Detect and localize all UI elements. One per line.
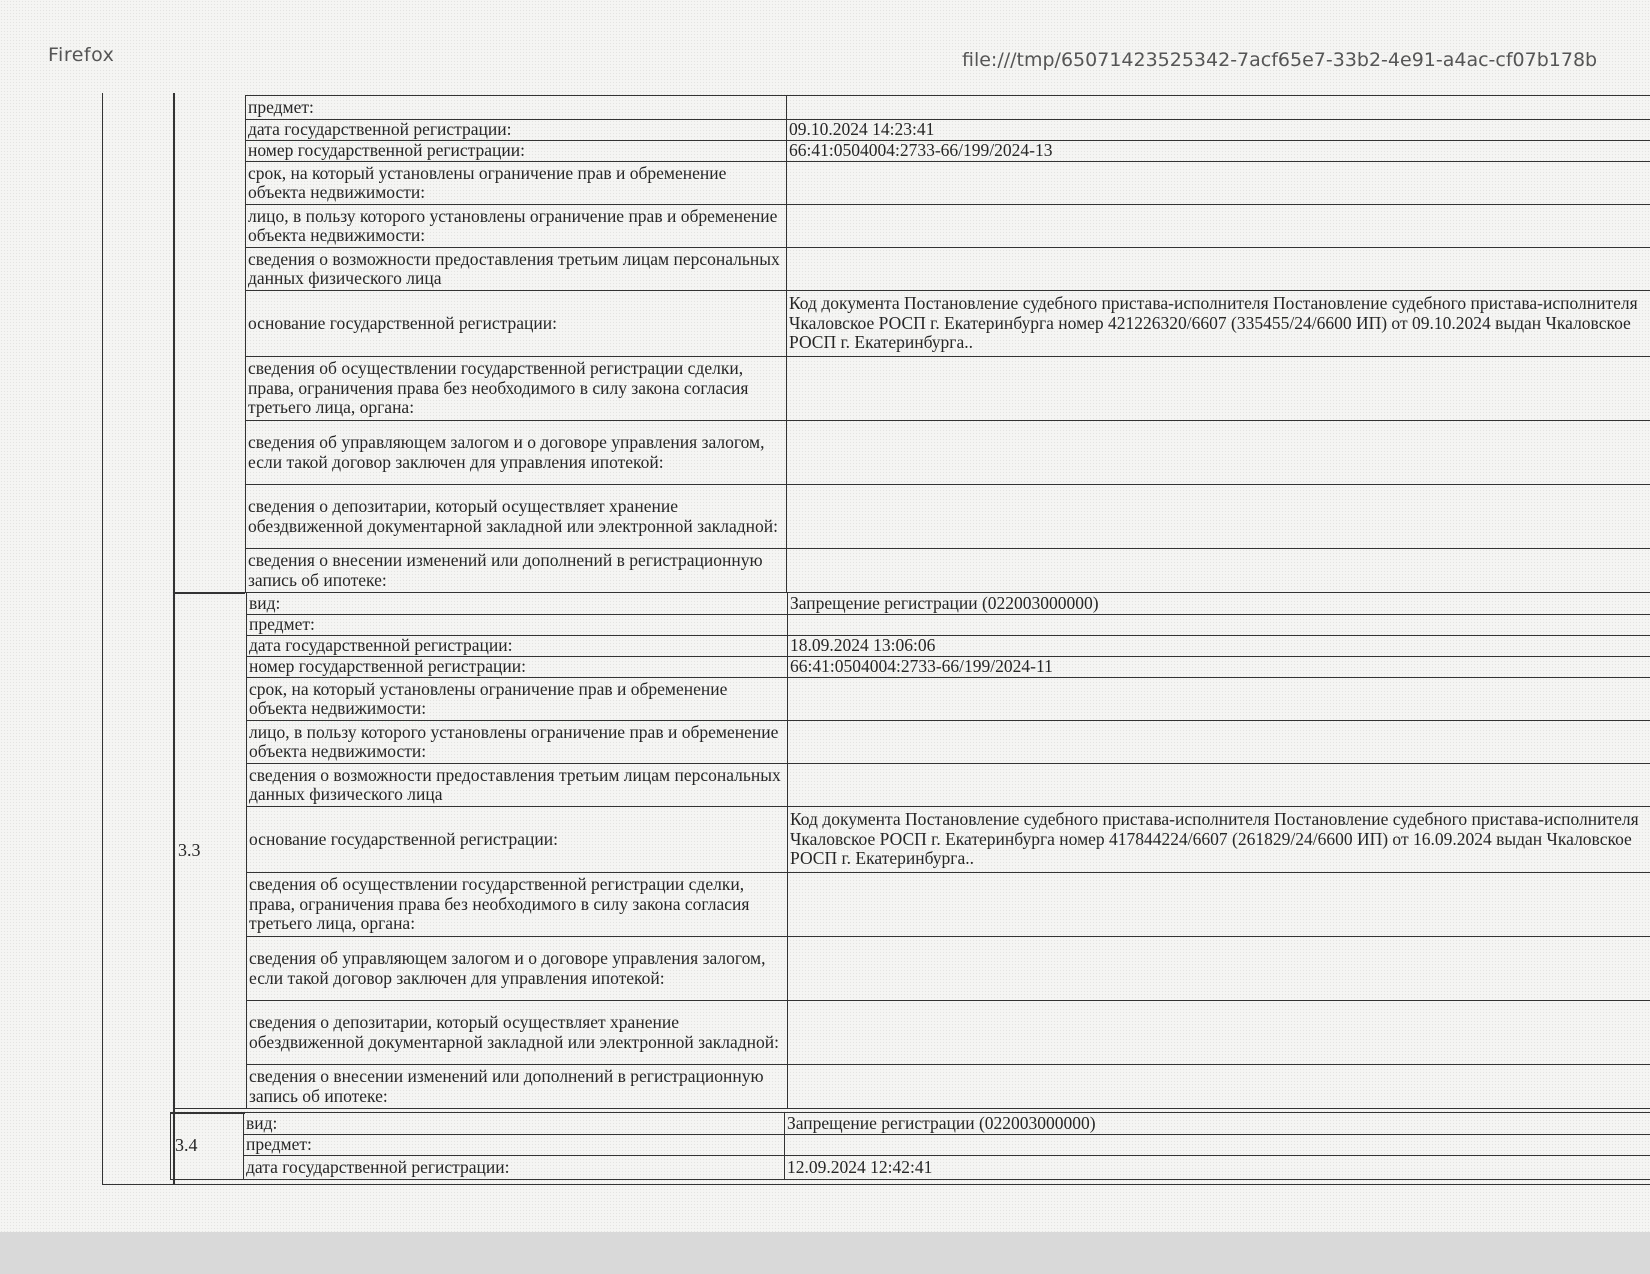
field-value [788, 721, 1650, 764]
section-number: 3.4 [171, 1113, 244, 1180]
field-label: основание государственной регистрации: [246, 291, 787, 357]
field-value [788, 615, 1650, 636]
field-label: предмет: [246, 96, 787, 120]
field-label: сведения о внесении изменений или дополнений в регистрационную запись об ипотеке: [247, 1065, 788, 1109]
field-label: сведения об управляющем залогом и о договоре управления залогом, если такой договор заключен для управления ипотекой: [247, 937, 788, 1001]
field-label: сведения о депозитарии, который осуществляет хранение обездвиженной документарной закладной или электронной закладной: [246, 485, 787, 549]
table-row [246, 205, 1650, 248]
table-row [174, 873, 1650, 937]
field-label: номер государственной регистрации: [247, 657, 788, 678]
field-value [788, 873, 1650, 937]
table-row [174, 721, 1650, 764]
page-url: file:///tmp/65071423525342-7acf65e7-33b2-4e91-a4ac-cf07b178b [962, 49, 1598, 71]
table-row [174, 615, 1650, 636]
table-row [171, 1113, 1650, 1135]
field-value [788, 764, 1650, 807]
field-value: 66:41:0504004:2733-66/199/2024-11 [788, 657, 1650, 678]
field-label: сведения о депозитарии, который осуществляет хранение обездвиженной документарной закладной или электронной закладной: [247, 1001, 788, 1065]
field-label: срок, на который установлены ограничение прав и обременение объекта недвижимости: [247, 678, 788, 721]
field-label: сведения об осуществлении государственной регистрации сделки, права, ограничения права без необходимого в силу закона согласия третьего лица, органа: [246, 357, 787, 421]
field-value [788, 937, 1650, 1001]
field-label: дата государственной регистрации: [246, 120, 787, 141]
table-row [174, 657, 1650, 678]
field-label: лицо, в пользу которого установлены ограничение прав и обременение объекта недвижимости: [246, 205, 787, 248]
field-label: сведения о внесении изменений или дополнений в регистрационную запись об ипотеке: [246, 549, 787, 593]
field-value [788, 1065, 1650, 1109]
field-label: предмет: [244, 1135, 785, 1156]
field-value [787, 357, 1650, 421]
field-value [787, 421, 1650, 485]
field-value [787, 205, 1650, 248]
field-label: дата государственной регистрации: [244, 1156, 785, 1180]
field-label: сведения об управляющем залогом и о договоре управления залогом, если такой договор заключен для управления ипотекой: [246, 421, 787, 485]
field-label: номер государственной регистрации: [246, 141, 787, 162]
field-value: 18.09.2024 13:06:06 [788, 636, 1650, 657]
field-label: сведения об осуществлении государственной регистрации сделки, права, ограничения права без необходимого в силу закона согласия третьего лица, органа: [247, 873, 788, 937]
table-row [171, 1135, 1650, 1156]
table-row [246, 120, 1650, 141]
table-row [174, 764, 1650, 807]
table-row [246, 291, 1650, 357]
register-table-section-3-3 [173, 592, 1650, 1109]
browser-name: Firefox [48, 44, 115, 66]
field-value [787, 248, 1650, 291]
field-value: Запрещение регистрации (022003000000) [785, 1113, 1650, 1135]
section-number: 3.3 [174, 593, 247, 1109]
field-value [788, 1001, 1650, 1065]
table-row [174, 807, 1650, 873]
field-value [787, 549, 1650, 593]
table-row [246, 96, 1650, 120]
table-row [246, 549, 1650, 593]
field-label: вид: [247, 593, 788, 615]
field-value: 12.09.2024 12:42:41 [785, 1156, 1650, 1180]
table-row [246, 248, 1650, 291]
field-label: сведения о возможности предоставления третьим лицам персональных данных физического лица [247, 764, 788, 807]
field-label: вид: [244, 1113, 785, 1135]
table-row [246, 141, 1650, 162]
field-value [787, 162, 1650, 205]
field-label: срок, на который установлены ограничение прав и обременение объекта недвижимости: [246, 162, 787, 205]
field-value: Запрещение регистрации (022003000000) [788, 593, 1650, 615]
table-row [174, 678, 1650, 721]
field-value: Код документа Постановление судебного пристава-исполнителя Постановление судебного пристава-исполнителя Чкаловское РОСП г. Екатеринбурга номер 417844224/6607 (261829/24/6600 ИП) от 16.09.2024 выдан Чкаловское РОСП г. Екатеринбурга.. [788, 807, 1650, 873]
field-label: основание государственной регистрации: [247, 807, 788, 873]
table-row [246, 357, 1650, 421]
table-row [174, 1065, 1650, 1109]
table-row [174, 636, 1650, 657]
field-value: 66:41:0504004:2733-66/199/2024-13 [787, 141, 1650, 162]
table-row [174, 937, 1650, 1001]
field-label: сведения о возможности предоставления третьим лицам персональных данных физического лица [246, 248, 787, 291]
register-table-top [245, 95, 1650, 593]
table-row [246, 421, 1650, 485]
table-row [171, 1156, 1650, 1180]
field-label: предмет: [247, 615, 788, 636]
field-value [787, 96, 1650, 120]
table-row [246, 485, 1650, 549]
table-row [174, 593, 1650, 615]
field-label: дата государственной регистрации: [247, 636, 788, 657]
field-label: лицо, в пользу которого установлены ограничение прав и обременение объекта недвижимости: [247, 721, 788, 764]
table-row [246, 162, 1650, 205]
field-value: Код документа Постановление судебного пристава-исполнителя Постановление судебного пристава-исполнителя Чкаловское РОСП г. Екатеринбурга номер 421226320/6607 (335455/24/6600 ИП) от 09.10.2024 выдан Чкаловское РОСП г. Екатеринбурга.. [787, 291, 1650, 357]
field-value [788, 678, 1650, 721]
field-value: 09.10.2024 14:23:41 [787, 120, 1650, 141]
field-value [787, 485, 1650, 549]
field-value [785, 1135, 1650, 1156]
table-row [174, 1001, 1650, 1065]
register-table-section-3-4 [170, 1112, 1650, 1180]
